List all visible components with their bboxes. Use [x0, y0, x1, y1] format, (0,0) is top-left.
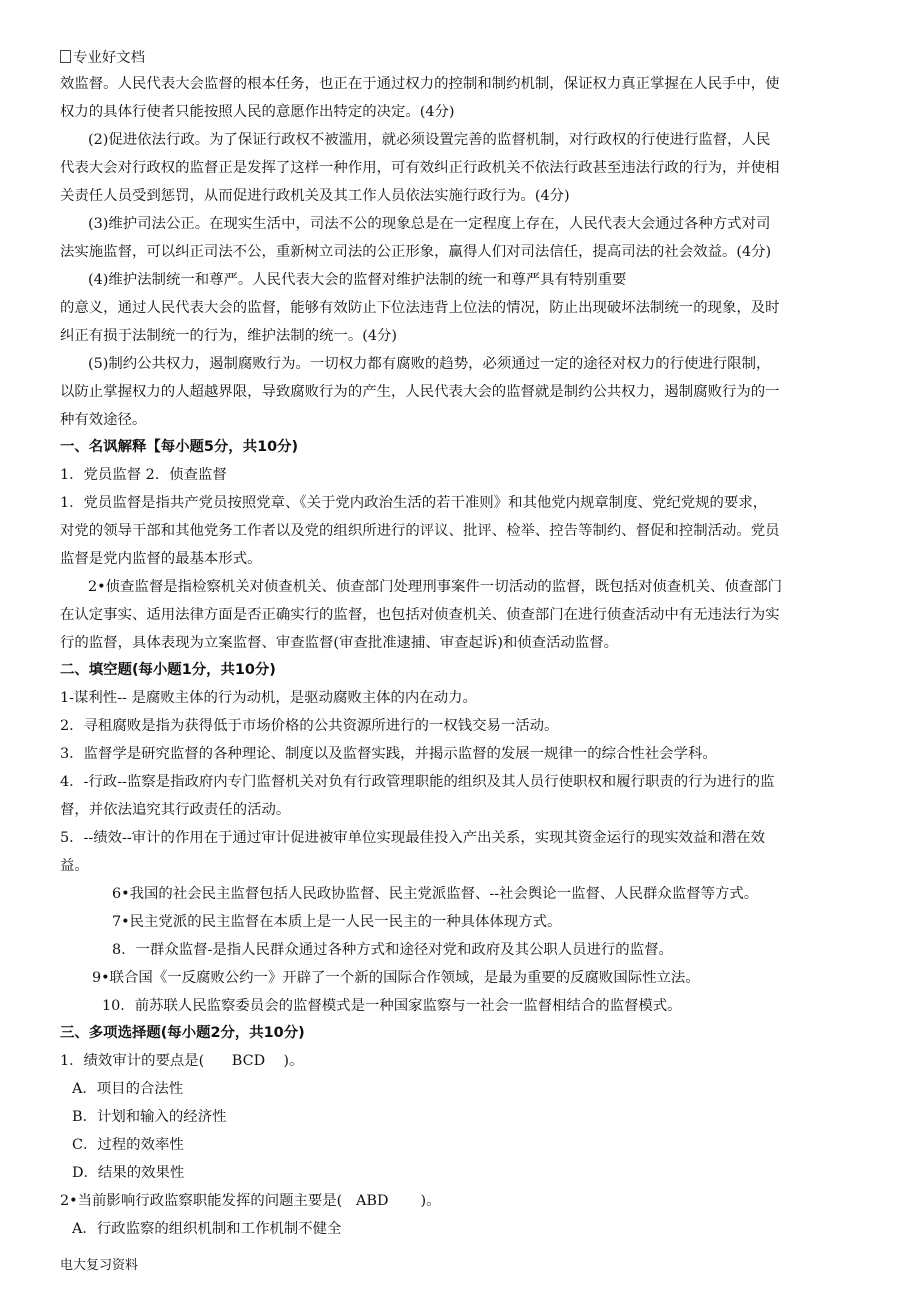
page-header: 专业好文档 [60, 48, 870, 68]
body-line: 关责任人员受到惩罚，从而促进行政机关及其工作人员依法实施行政行为。(4分) [60, 188, 570, 204]
body-line: 纠正有损于法制统一的行为，维护法制的统一。(4分) [60, 328, 397, 344]
body-line: 1．党员监督 2．侦查监督 [60, 467, 227, 483]
body-line: 1．党员监督是指共产党员按照党章、《关于党内政治生活的若干准则》和其他党内规章制度、党纪党规的要求， [60, 495, 768, 511]
body-line: 8．一群众监督-是指人民群众通过各种方式和途径对党和政府及其公职人员进行的监督。 [112, 942, 673, 958]
page-footer: 电大复习资料 [60, 1258, 139, 1273]
body-line: 6•我国的社会民主监督包括人民政协监督、民主党派监督、--社会舆论一监督、人民群众监督等方式。 [112, 886, 759, 902]
body-line: 5．--绩效--审计的作用在于通过审计促进被审单位实现最佳投入产出关系，实现其资金运行的现实效益和潜在效 [60, 830, 765, 846]
option-line: D．结果的效果性 [72, 1165, 185, 1181]
option-line: A．行政监察的组织机制和工作机制不健全 [72, 1221, 342, 1237]
body-line: 代表大会对行政权的监督正是发挥了这样一种作用，可有效纠正行政机关不依法行政甚至违法行政的行为，并使相 [60, 160, 780, 176]
body-line: 9•联合国《一反腐败公约一》开辟了一个新的国际合作领域，是最为重要的反腐败国际性立法。 [92, 970, 700, 986]
option-line: C．过程的效率性 [72, 1137, 184, 1153]
body-line: 行的监督，具体表现为立案监督、审查监督(审查批准逮捕、审查起诉)和侦查活动监督。 [60, 635, 619, 651]
section-heading: 二、填空题(每小题1分，共10分) [60, 662, 276, 678]
body-line: 1-谋利性-- 是腐败主体的行为动机，是驱动腐败主体的内在动力。 [60, 690, 477, 706]
body-line: 的意义，通过人民代表大会的监督，能够有效防止下位法违背上位法的情况，防止出现破坏法制统一的现象，及时 [60, 300, 780, 316]
body-line: 法实施监督，可以纠正司法不公，重新树立司法的公正形象，赢得人们对司法信任，提高司法的社会效益。(4分) [60, 244, 772, 260]
option-line: A．项目的合法性 [72, 1081, 184, 1097]
option-line: B．计划和输入的经济性 [72, 1109, 227, 1125]
section-heading: 一、名讽解释【每小题5分，共10分) [60, 439, 299, 455]
body-line: (4)维护法制统一和尊严。人民代表大会的监督对维护法制的统一和尊严具有特别重要 [88, 272, 627, 288]
body-line: 种有效途径。 [60, 412, 147, 428]
body-line: (5)制约公共权力，遏制腐败行为。一切权力都有腐败的趋势，必须通过一定的途径对权力的行使进行限制， [88, 356, 771, 372]
body-line: 4．-行政--监察是指政府内专门监督机关对负有行政管理职能的组织及其人员行使职权和履行职责的行为进行的监 [60, 774, 775, 790]
section-heading: 三、多项选择题(每小题2分，共10分) [60, 1025, 305, 1041]
body-line: 在认定事实、适用法律方面是否正确实行的监督，也包括对侦查机关、侦查部门在进行侦查活动中有无违法行为实 [60, 607, 780, 623]
body-line: 监督是党内监督的最基本形式。 [60, 551, 262, 567]
body-line: 效监督。人民代表大会监督的根本任务，也正在于通过权力的控制和制约机制，保证权力真正掌握在人民手中，使 [60, 76, 780, 92]
body-line: (2)促进依法行政。为了保证行政权不被滥用，就必须设置完善的监督机制，对行政权的行使进行监督，人民 [88, 132, 771, 148]
body-line: 7•民主党派的民主监督在本质上是一人民一民主的一种具体体现方式。 [112, 914, 562, 930]
body-line: 对党的领导干部和其他党务工作者以及党的组织所进行的评议、批评、检举、控告等制约、督促和控制活动。党员 [60, 523, 780, 539]
body-line: (3)维护司法公正。在现实生活中，司法不公的现象总是在一定程度上存在，人民代表大会通过各种方式对司 [88, 216, 771, 232]
body-line: 督，并依法追究其行政责任的活动。 [60, 802, 291, 818]
body-line: 3．监督学是研究监督的各种理论、制度以及监督实践，并揭示监督的发展一规律一的综合性社会学科。 [60, 746, 717, 762]
body-line: 2．寻租腐败是指为获得低于市场价格的公共资源所进行的一权钱交易一活动。 [60, 718, 559, 734]
checkbox-glyph-icon [60, 50, 71, 63]
question-line: 2•当前影响行政监察职能发挥的问题主要是( ABD )。 [60, 1193, 441, 1209]
body-line: 以防止掌握权力的人超越界限，导致腐败行为的产生，人民代表大会的监督就是制约公共权力，遏制腐败行为的一 [60, 384, 780, 400]
question-line: 1．绩效审计的要点是( BCD )。 [60, 1053, 304, 1069]
body-line: 益。 [60, 858, 89, 874]
body-line: 10．前苏联人民监察委员会的监督模式是一种国家监察与一社会一监督相结合的监督模式。 [102, 998, 682, 1014]
body-line: 2•侦查监督是指检察机关对侦查机关、侦查部门处理刑事案件一切活动的监督，既包括对侦查机关、侦查部门 [88, 579, 783, 595]
body-line: 权力的具体行使者只能按照人民的意愿作出特定的决定。(4分) [60, 104, 455, 120]
